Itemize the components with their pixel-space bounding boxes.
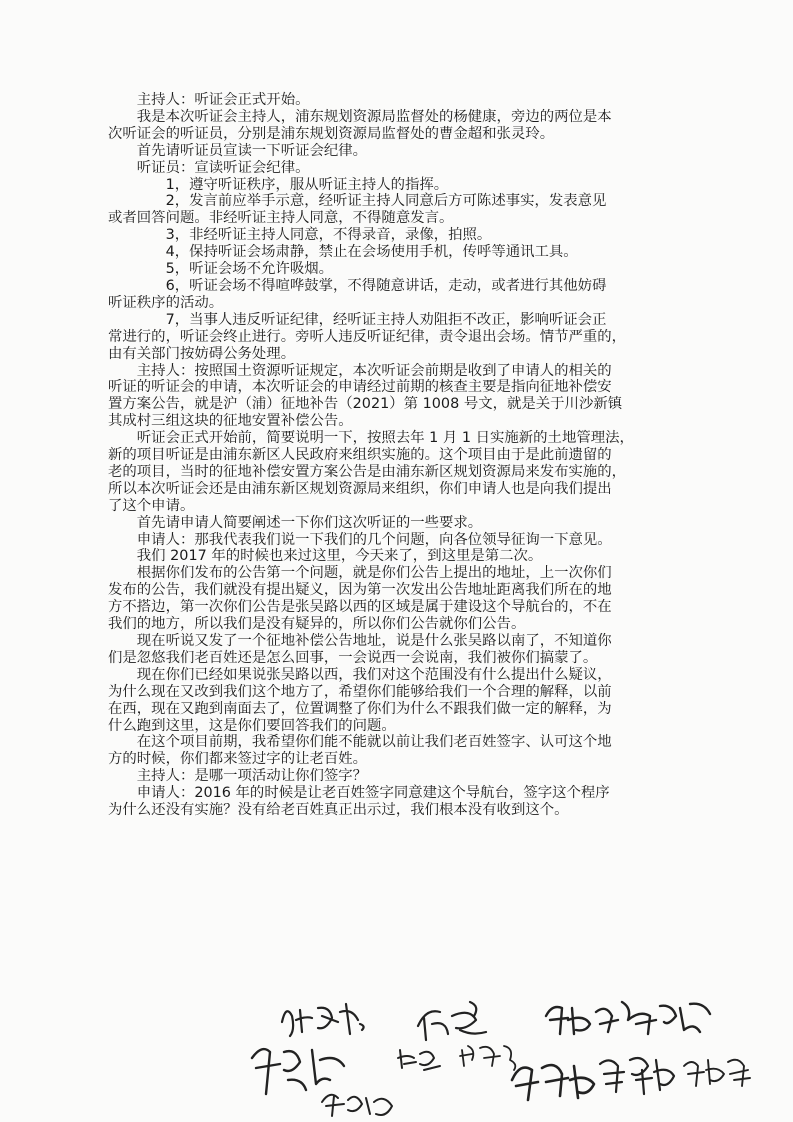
signature-8 (512, 1065, 594, 1100)
text-line: 所以本次听证会还是由浦东新区规划资源局来组织，你们申请人也是向我们提出 (108, 480, 612, 497)
text-line: 为什么现在又改到我们这个地方了，希望你们能够给我们一个合理的解释，以前 (108, 683, 612, 700)
text-line: 首先请申请人简要阐述一下你们这次听证的一些要求。 (108, 514, 483, 531)
text-line: 老的项目，当时的征地补偿安置方案公告是由浦东新区规划资源局来发布实施的， (108, 463, 627, 480)
text-line: 现在你们已经如果说张吴路以西，我们对这个范围没有什么提出什么疑议， (108, 666, 612, 683)
text-line: 听证的听证会的申请，本次听证会的申请经过前期的核查主要是指向征地补偿安 (108, 379, 612, 396)
text-line: 其成村三组这块的征地安置补偿公告。 (108, 413, 353, 430)
text-line: 常进行的，听证会终止进行。旁听人违反听证纪律，责令退出会场。情节严重的， (108, 328, 627, 345)
text-line: 4，保持听证会场肃静，禁止在会场使用手机，传呼等通讯工具。 (108, 244, 578, 261)
text-line: 次听证会的听证员，分别是浦东规划资源局监督处的曹金超和张灵玲。 (108, 125, 555, 142)
text-line: 3，非经听证主持人同意，不得录音，录像，拍照。 (108, 227, 492, 244)
text-line: 方的时候，你们都来签过字的让老百姓。 (108, 751, 368, 768)
text-line: 我们 2017 年的时候也来过这里，今天来了，到这里是第二次。 (108, 548, 543, 565)
text-line: 5，听证会场不允许吸烟。 (108, 261, 334, 278)
text-line: 在这个项目前期，我希望你们能不能就以前让我们老百姓签字、认可这个地 (108, 734, 612, 751)
text-line: 申请人：2016 年的时候是让老百姓签字同意建这个导航台，签字这个程序 (108, 785, 610, 802)
text-line: 现在听说又发了一个征地补偿公告地址，说是什么张吴路以南了，不知道你 (108, 633, 612, 649)
signature-9 (600, 1058, 674, 1094)
text-line: 听证员：宣读听证会纪律。 (108, 159, 310, 176)
signature-1 (282, 1004, 364, 1036)
text-line: 为什么还没有实施？没有给老百姓真正出示过，我们根本没有收到这个。 (108, 802, 569, 819)
text-line: 申请人：那我代表我们说一下我们的几个问题，向各位领导征询一下意见。 (108, 531, 612, 548)
signature-7 (460, 1046, 515, 1070)
text-line: 由有关部门按妨碍公务处理。 (108, 345, 296, 362)
signature-6 (398, 1050, 440, 1070)
text-line: 我是本次听证会主持人，浦东规划资源局监督处的杨健康，旁边的两位是本 (108, 108, 612, 125)
text-line: 听证秩序的活动。 (108, 294, 224, 311)
text-line: 2，发言前应举手示意，经听证主持人同意后方可陈述事实，发表意见 (108, 193, 607, 210)
signature-10 (684, 1060, 750, 1086)
signature-2 (418, 1002, 486, 1040)
text-line: 在西，现在又跑到南面去了，位置调整了你们为什么不跟我们做一定的解释，为 (108, 700, 612, 717)
text-line: 我们的地方，所以我们是没有疑异的，所以你们公告就你们公告。 (108, 616, 526, 633)
text-line: 听证会正式开始前，简要说明一下，按照去年 1 月 1 日实施新的土地管理法， (108, 430, 634, 447)
text-line: 方不搭边，第一次你们公告是张吴路以西的区域是属于建设这个导航台的，不在 (108, 599, 612, 616)
text-line: 新的项目听证是由浦东新区人民政府来组织实施的。这个项目由于是此前遗留的 (108, 447, 612, 464)
signature-4 (252, 1049, 344, 1094)
text-line: 7，当事人违反听证纪律，经听证主持人劝阻拒不改正，影响听证会正 (108, 311, 607, 328)
document-body (108, 92, 728, 819)
text-line: 首先请听证员宣读一下听证会纪律。 (108, 142, 368, 159)
text-line: 或者回答问题。非经听证主持人同意，不得随意发言。 (108, 210, 454, 227)
text-line: 6，听证会场不得喧哗鼓掌，不得随意讲话，走动，或者进行其他妨碍 (108, 277, 607, 294)
signature-3 (546, 1002, 710, 1034)
signature-5 (322, 1095, 392, 1116)
text-line: 根据你们发布的公告第一个问题，就是你们公告上提出的地址，上一次你们 (108, 565, 612, 582)
text-line: 主持人：听证会正式开始。 (108, 92, 310, 108)
text-line: 主持人：按照国土资源听证规定，本次听证会前期是收到了申请人的相关的 (108, 362, 612, 379)
text-line: 什么跑到这里，这是你们要回答我们的问题。 (108, 717, 396, 734)
text-line: 们是忽悠我们老百姓还是怎么回事，一会说西一会说南，我们被你们搞蒙了。 (108, 649, 598, 666)
text-line: 1，遵守听证秩序，服从听证主持人的指挥。 (108, 176, 449, 193)
text-line: 主持人：是哪一项活动让你们签字？ (108, 768, 368, 785)
text-line: 置方案公告，就是沪（浦）征地补告（2021）第 1008 号文，就是关于川沙新镇 (108, 396, 623, 413)
text-line: 了这个申请。 (108, 497, 195, 514)
text-line: 发布的公告，我们就没有提出疑义，因为第一次发出公告地址距离我们所在的地 (108, 582, 612, 599)
